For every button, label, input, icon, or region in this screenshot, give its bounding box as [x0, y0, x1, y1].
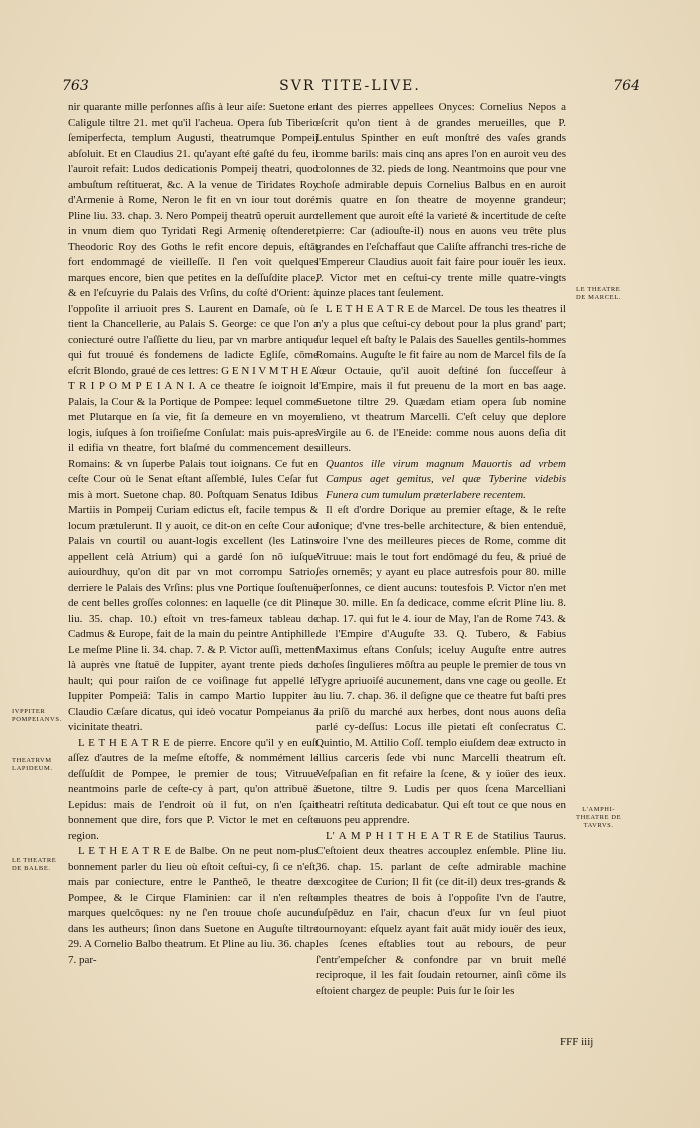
margin-note-iuppiter: IVPPITER POMPEIANVS.	[12, 708, 62, 723]
left-text-column	[68, 100, 318, 968]
margin-note-balbus-theatre: LE THEATRE DE BALBE.	[12, 857, 57, 872]
signature-mark: FFF iiij	[560, 1036, 594, 1048]
margin-note-theatrum-lapideum: THEATRVM LAPIDEUM.	[12, 757, 53, 772]
paragraph-doric-order: Il eſt d'ordre Dorique au premier eſtage, & le reſte Ionique; d'vne tres-belle architecture, & bien entenduë, voire l'vne des meilleures pieces de Rome, comme dit Vitruue: mais le tout fort endōmagé du feu, & priué de ſes ornemēs; y ayant eu place autresfois pour 80. mille perſonnes, ce dient aucuns: toutesfois P. Victor n'en met que 30. mille. En ſa dedicace, comme eſcrit Pline liu. 8. chap. 17. qui fut le 4. iour de May, l'an de Rome 743. & de l'Empire d'Auguſte 33. Q. Tubero, & Fabius Maximus eſtans Conſuls; iceluy Auguſte entre autres choſes ſingulieres mōſtra au peuple le premier de tous vn Tygre apriuoiſé aucunement, dans vne cage ou geolle. Et au liu. 7. chap. 36. il deſigne que ce theatre fut baſti pres la priſō du marché aux herbes, dont nous auons deſia parlé cy-deſſus: Locus ille pietati eſt conſecratus C. Quintio, M. Attilio Coſſ. templo eiuſdem deæ extructo in illius carceris ſede vbi nunc Marcelli theatrum eſt. Veſpaſian en fit refaire la ſcene, & y ioüer des ieux. Suetone, tiltre 9. Ludis per quos ſcena Marcelliani theatri reſtituta dedicabatur. Qui eſt tout ce que nous en auons peu apprendre.	[316, 504, 566, 826]
left-page-number: 763	[62, 78, 89, 94]
paragraph-marcellus-theatre: L E T H E A T R E de Marcel. De tous les theatres il n'y a plus que ceſtui-cy debout pour la plus grand' part; ſur lequel eſt baſty le Palais des Sauelles gentils-hommes Romains. Auguſte le fit faire au nom de Marcel fils de ſa ſœur Octauie, qu'il auoit deſtiné ſon ſucceſſeur à l'Empire, mais il fut preuenu de la mort en bas aage. Suetone tiltre 29. Quædam etiam opera ſub nomine alieno, vt theatrum Marcelli. C'eſt celuy que deplore Virgile au 6. de l'Eneide: comme nous auons deſia dit ailleurs.	[316, 302, 566, 454]
right-page-number: 764	[613, 78, 640, 94]
verse-quotation: Quantos ille virum magnum Mauortis ad vrbem Campus aget gemitus, vel quæ Tyberine videbis Funera cum tumulum præterlabere recentem.	[326, 457, 566, 501]
paragraph-onyx-columns: lant des pierres appellees Onyces: Cornelius Nepos a eſcrit qu'on tient à de grandes merueilles, que P. Lentulus Spinther en euſt monſtré des vaſes grands comme barils: mais cinq ans apres l'on en auroit veu des colonnes de 32. pieds de long. Neantmoins que pour vne choſe admirable depuis Cornelius Balbus en en auroit mis quatre en ſon theatre de moyenne grandeur; tellement que auroit eſté la varieté & incertitude de ceſte pierre: Car (adiouſte-il) nous en auons veu trête plus grandes en l'eſchaffaut que Caliſte affranchi tres-riche de l'Empereur Claudius auoit fait faire pour iouër les ieux. P. Victor met en ceſtui-cy trente mille quatre-vingts quinze places tant ſeulement.	[316, 101, 566, 299]
margin-note-amphitheatre: L'AMPHI- THEATRE DE TAVRVS.	[576, 806, 622, 829]
margin-note-marcellus-theatre: LE THEATRE DE MARCEL.	[576, 286, 621, 301]
page-header	[60, 78, 640, 98]
paragraph-balbus-theatre: L E T H E A T R E de Balbe. On ne peut nom-plus bonnement parler du lieu où eſtoit ceſtui-cy, ſi ce n'eſt, mais par coniecture, entre le Pantheō, le theatre de Pompee, & le Cirque Flaminien: car il n'en reſte marques quelcōques: ny ne ſ'en trouue choſe aucune dans les autheurs; ſinon dans Suetone en Auguſte tiltre 29. A Cornelio Balbo theatrum. Et Pline au liu. 36. chap. 7. par-	[68, 845, 318, 966]
paragraph-amphitheatre: L' A M P H I T H E A T R E de Statilius Taurus. C'eſtoient deux theatres accouplez enſemble. Pline liu. 36. chap. 15. parlant de ceſte admirable machine excogitee de Curion; Il fit (ce dit-il) deux tres-grands & amples theatres de bois à l'oppoſite l'vn de l'autre, ſuſpēduz en l'air, chacun d'eux ſur vn ſeul piuot tournoyant: eſquelz ayant fait auāt midy iouër des ieux, les ſcenes eſtablies tout au rebours, de peur ſ'entr'empeſcher & confondre par vn bruit meſlé reciproque, il les fait ſoudain retourner, ainſi cōme ils eſtoient chargez de peuple: Puis ſur le ſoir les	[316, 829, 566, 997]
right-text-column	[316, 100, 566, 999]
paragraph-pompey-theatre: nir quarante mille perſonnes aſſis à leur aiſe: Suetone en Caligule tiltre 21. met qu'il l'acheua. Opera ſub Tiberio ſemiperfecta, templum Augusti, theatrumque Pompeij abſoluit. Et en Claudius 21. qu'ayant eſté gaſté du feu, il l'auroit refait: Ludos dedicationis Pompeij theatri, quod ambuſtum reſtituerat, &c. A la venue de Tiridates Roy d'Armenie à Rome, Neron le fit en vn iour tout doré: Pline liu. 33. chap. 3. Nero Pompeij theatrũ operuit auro in vnum diem quo Tyridati Regi Armenię oſtenderet. Theodoric Roy des Goths le refit encore depuis, eſtāt fort endommagé de vieilleſſe. Il ſ'en voit quelques marques encore, bien que petites en la deſſuſdite place, & en l'eſcuyrie du Palais des Vrſins, du coſté d'Orient: à l'oppoſite il arriuoit pres S. Laurent en Damaſe, où ſe tient la Chancellerie, au Palais S. George: ce que l'on a coniecturé outre l'aſſiette du lieu, par vn marbre antique qui fut trouué és fondemens de ladicte Egliſe, cōme eſcrit Blondo, graué de ces lettres: G E N I V M T H E A T R I P O M P E I A N I. A ce theatre ſe ioignoit le Palais, la Cour & la Portique de Pompee: lequel comme met Plutarque en ſa vie, fit ſa demeure en vn moyen logis, iuſques à ſon troiſieſme Conſulat: mais puis-apres il edifia vn theatre, fort blaſmé du commencement des Romains: & vn ſuperbe Palais tout ioignans. Ce fut en ceſte Cour où le Senat eſtant aſſemblé, Iules Ceſar fut mis à mort. Suetone chap. 80. Poſtquam Senatus Idibus Martiis in Pompeij Curiam edictus eſt, facile tempus & locum prætulerunt. Il y auoit, ce dit-on en ceſte Cour au Palais vn courtil ou auant-logis excellent (les Latins appellent celà Atrium) qui a gardé ſon nō iuſque auiourdhuy, qu'on dit par vn mot corrompu Satrio, derriere le Palais des Vrſins: plus vne Portique ſouſtenuë de cent belles groſſes colonnes: en laquelle (ce dit Pline liu. 35. chap. 10.) eſtoit vn tres-fameux tableau de Cadmus & Europe, fait de la main du peintre Antiphille. Le meſme Pline li. 34. chap. 7. & P. Victor auſſi, mettent là auprès vne ſtatuë de Iuppiter, ayant trente pieds de hault; qui pour raiſon de ce voiſinage fut appellé le Iuppiter Pompeiā: Talis in campo Martio Iuppiter à Claudio Cæſare dicatus, qui ideò vocatur Pompeianus à vicinitate theatri.	[68, 101, 318, 733]
paragraph-stone-theatre: L E T H E A T R E de pierre. Encore qu'il y en euſt aſſez d'autres de la meſme eſtoffe, & nommément le deſſuſdit de Pompee, le premier de tous; Vitruue neantmoins parle de ceſte-cy à part, qu'on attribuë à Lepidus: mais de l'endroit où il fut, on n'en ſçait bonnement que dire, fors que P. Victor le met en ceſte region.	[68, 736, 318, 842]
running-title: SVR TITE-LIVE.	[279, 78, 421, 94]
